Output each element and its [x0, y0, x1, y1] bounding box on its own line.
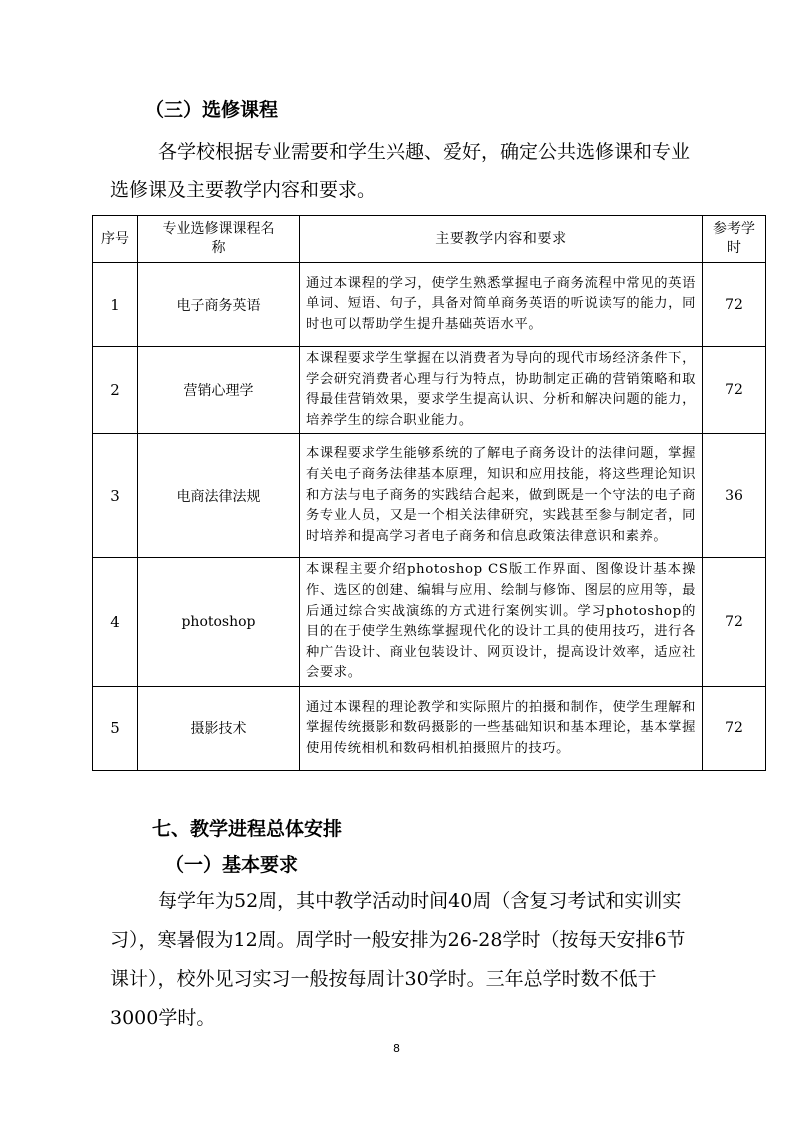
page-number: 8 — [393, 1042, 400, 1055]
row-index: 2 — [93, 347, 138, 434]
section-heading-teaching-schedule: 七、教学进程总体安排 — [152, 818, 343, 840]
section-heading-electives: （三）选修课程 — [145, 99, 279, 121]
row-hours: 72 — [703, 686, 766, 770]
elective-courses-table — [92, 215, 766, 771]
row-description: 通过本课程的学习，使学生熟悉掌握电子商务流程中常见的英语单词、短语、句子，具备对简单商务英语的听说读写的能力，同时也可以帮助学生提升基础英语水平。 — [300, 263, 703, 347]
header-index: 序号 — [93, 216, 138, 263]
row-course-name: 电商法律法规 — [138, 434, 300, 558]
table-header-row — [93, 216, 766, 263]
row-hours: 36 — [703, 434, 766, 558]
row-index: 1 — [93, 263, 138, 347]
row-hours: 72 — [703, 347, 766, 434]
table-row — [93, 347, 766, 434]
basic-requirements-text: 每学年为52周，其中教学活动时间40周（含复习考试和实训实习），寒暑假为12周。周学时一般安排为26-28学时（按每天安排6节课计），校外见习实习一般按每周计30学时。三年总学时数不低于3000学时。 — [110, 890, 686, 1029]
header-course-name — [138, 216, 300, 263]
row-course-name: photoshop — [138, 558, 300, 687]
table-row — [93, 434, 766, 558]
table-row — [93, 263, 766, 347]
header-hours-text: 参考学时 — [713, 221, 755, 256]
table-row — [93, 558, 766, 687]
row-course-name: 营销心理学 — [138, 347, 300, 434]
header-course-name-text: 专业选修课课程名称 — [162, 221, 275, 256]
row-course-name: 电子商务英语 — [138, 263, 300, 347]
row-index: 3 — [93, 434, 138, 558]
row-description: 本课程主要介绍photoshop CS版工作界面、图像设计基本操作、选区的创建、编辑与应用、绘制与修饰、图层的应用等，最后通过综合实战演练的方式进行案例实训。学习photoshop的目的在于使学生熟练掌握现代化的设计工具的使用技巧，进行各种广告设计、商业包装设计、网页设计，提高设计效率，适应社会要求。 — [300, 558, 703, 687]
row-hours: 72 — [703, 263, 766, 347]
table-row — [93, 686, 766, 770]
row-course-name: 摄影技术 — [138, 686, 300, 770]
row-index: 4 — [93, 558, 138, 687]
electives-paragraph-text: 各学校根据专业需要和学生兴趣、爱好，确定公共选修课和专业选修课及主要教学内容和要求。 — [110, 141, 691, 201]
header-hours — [703, 216, 766, 263]
basic-requirements-paragraph — [110, 882, 690, 1038]
sub-heading-basic-requirements: （一）基本要求 — [165, 854, 299, 876]
row-description: 本课程要求学生掌握在以消费者为导向的现代市场经济条件下，学会研究消费者心理与行为特点，协助制定正确的营销策略和取得最佳营销效果，要求学生提高认识、分析和解决问题的能力，培养学生的综合职业能力。 — [300, 347, 703, 434]
row-description: 通过本课程的理论教学和实际照片的拍摄和制作，使学生理解和掌握传统摄影和数码摄影的一些基础知识和基本理论，基本掌握使用传统相机和数码相机拍摄照片的技巧。 — [300, 686, 703, 770]
electives-paragraph — [110, 133, 690, 209]
row-description: 本课程要求学生能够系统的了解电子商务设计的法律问题，掌握有关电子商务法律基本原理，知识和应用技能，将这些理论知识和方法与电子商务的实践结合起来，做到既是一个守法的电子商务专业人员，又是一个相关法律研究，实践甚至参与制定者，同时培养和提高学习者电子商务和信息政策法律意识和素养。 — [300, 434, 703, 558]
row-hours: 72 — [703, 558, 766, 687]
row-index: 5 — [93, 686, 138, 770]
header-description: 主要教学内容和要求 — [300, 216, 703, 263]
